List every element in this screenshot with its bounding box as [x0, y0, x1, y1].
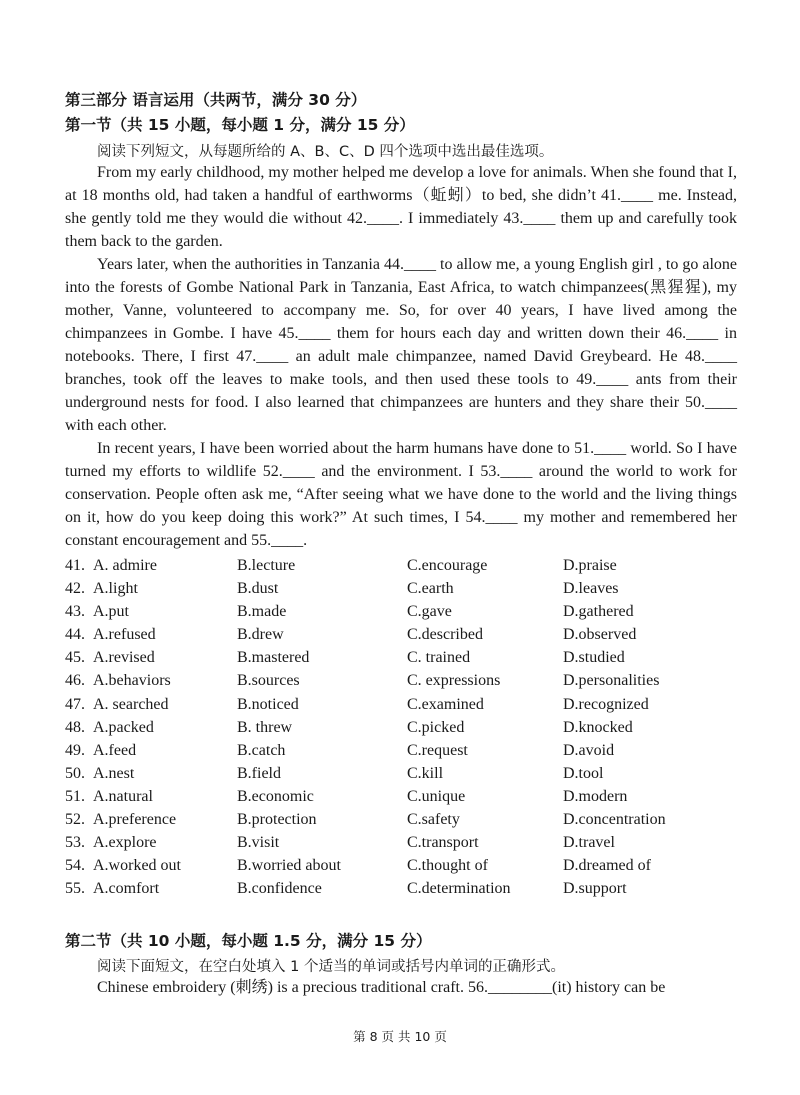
question-row: [65, 693, 755, 716]
option-d: D.observed: [563, 626, 637, 644]
option-a: A.light: [93, 580, 138, 598]
option-b: B.drew: [237, 626, 284, 644]
option-c: C.determination: [407, 880, 511, 898]
option-a: A.nest: [93, 764, 135, 782]
question-row: [65, 716, 755, 739]
question-number: 47.: [65, 695, 85, 713]
question-row: [65, 623, 755, 646]
option-a: A.worked out: [93, 857, 181, 875]
question-row: [65, 739, 755, 762]
option-c: C.unique: [407, 787, 466, 805]
option-d: D.support: [563, 880, 627, 898]
option-a: A.natural: [93, 787, 153, 805]
option-b: B.made: [237, 603, 287, 621]
option-c: C.described: [407, 626, 483, 644]
option-c: C.examined: [407, 695, 484, 713]
question-number: 44.: [65, 626, 85, 644]
passage-paragraph-3: In recent years, I have been worried about the harm humans have done to 51.____ world. So I have turned my efforts to wildlife 52.____ and the environment. I 53.____ around the world to work for conservation. People often ask me, “After seeing what we have done to the world and the living things on it, how do you keep doing this work?” At such times, I 54.____ my mother and remembered her constant encouragement and 55.____.: [65, 440, 737, 549]
part1-title: 第一节（共 15 小题，每小题 1 分，满分 15 分）: [65, 116, 415, 134]
option-c: C.earth: [407, 580, 454, 598]
passage-paragraph-1: From my early childhood, my mother helped me develop a love for animals. When she found that I, at 18 months old, had taken a handful of earthworms（蚯蚓）to bed, she didn’t 41.____ me. Instead, she gently told me they would die without 42.____. I immediately 43.____ them up and carefully took them back to the garden.: [65, 164, 737, 250]
option-d: D.travel: [563, 834, 615, 852]
option-a: A.put: [93, 603, 129, 621]
grammar-paragraph-1: Chinese embroidery (刺绣) is a precious traditional craft. 56.________(it) history can be: [97, 979, 666, 996]
grammar-passage: [65, 976, 737, 999]
option-a: A.refused: [93, 626, 156, 644]
option-b: B.mastered: [237, 649, 310, 667]
option-a: A.packed: [93, 718, 154, 736]
option-c: C.transport: [407, 834, 479, 852]
option-c: C.request: [407, 741, 468, 759]
option-d: D.dreamed of: [563, 857, 651, 875]
answer-options: [65, 554, 755, 900]
option-b: B.dust: [237, 580, 279, 598]
option-b: B.catch: [237, 741, 286, 759]
option-d: D.concentration: [563, 811, 666, 829]
option-b: B.worried about: [237, 857, 341, 875]
option-b: B.field: [237, 764, 281, 782]
option-c: C.kill: [407, 764, 444, 782]
option-c: C. expressions: [407, 672, 501, 690]
part2-instruction: 阅读下面短文，在空白处填入 1 个适当的单词或括号内单词的正确形式。: [97, 959, 565, 975]
option-b: B.protection: [237, 811, 317, 829]
passage-paragraph-2: Years later, when the authorities in Tanzania 44.____ to allow me, a young English girl , to go alone into the forests of Gombe National Park in Tanzania, East Africa, to watch chimpanzees(黑猩猩), my mother, Vanne, volunteered to accompany me. So, for over 40 years, I have lived among the chimpanzees in Gombe. I have 45.____ them for hours each day and written down their 46.____ in notebooks. There, I first 47.____ an adult male chimpanzee, named David Greybeard. He 48.____ branches, took off the leaves to make tools, and then used these tools to 49.____ ants from their underground nests for food. I also learned that chimpanzees are hunters and they share their 50.____ with each other.: [65, 256, 737, 434]
question-row: [65, 669, 755, 692]
question-row: [65, 554, 755, 577]
question-row: [65, 831, 755, 854]
option-d: D.personalities: [563, 672, 660, 690]
question-number: 48.: [65, 718, 85, 736]
option-b: B.noticed: [237, 695, 299, 713]
option-c: C.encourage: [407, 557, 488, 574]
option-b: B.confidence: [237, 880, 322, 898]
option-a: A.comfort: [93, 880, 160, 898]
option-b: B. threw: [237, 718, 293, 736]
part1-instruction: 阅读下列短文，从每题所给的 A、B、C、D 四个选项中选出最佳选项。: [97, 144, 554, 160]
part2-title: 第二节（共 10 小题，每小题 1.5 分，满分 15 分）: [65, 932, 432, 950]
option-d: D.studied: [563, 649, 625, 667]
section-title: 第三部分 语言运用（共两节，满分 30 分）: [65, 91, 367, 109]
question-number: 53.: [65, 834, 85, 852]
question-number: 50.: [65, 764, 85, 782]
option-a: A.preference: [93, 811, 177, 829]
option-c: C.picked: [407, 718, 465, 736]
cloze-passage: [65, 161, 737, 552]
question-number: 41.: [65, 557, 85, 574]
question-number: 52.: [65, 811, 85, 829]
question-number: 43.: [65, 603, 85, 621]
option-a: A.feed: [93, 741, 137, 759]
question-row: [65, 762, 755, 785]
question-row: [65, 877, 755, 900]
question-number: 55.: [65, 880, 85, 898]
option-d: D.gathered: [563, 603, 634, 621]
option-b: B.lecture: [237, 557, 296, 574]
option-b: B.economic: [237, 787, 314, 805]
option-d: D.recognized: [563, 695, 649, 713]
option-c: C.thought of: [407, 857, 488, 875]
option-d: D.tool: [563, 764, 604, 782]
question-number: 51.: [65, 787, 85, 805]
question-row: [65, 600, 755, 623]
question-number: 45.: [65, 649, 85, 667]
question-number: 54.: [65, 857, 85, 875]
option-d: D.praise: [563, 557, 617, 574]
question-row: [65, 785, 755, 808]
option-d: D.leaves: [563, 580, 619, 598]
question-row: [65, 808, 755, 831]
question-row: [65, 854, 755, 877]
question-row: [65, 577, 755, 600]
option-a: A.explore: [93, 834, 157, 852]
option-a: A. searched: [93, 695, 169, 713]
question-row: [65, 646, 755, 669]
option-c: C.gave: [407, 603, 452, 621]
option-a: A. admire: [93, 557, 157, 574]
page-footer: 第 8 页 共 10 页: [353, 1029, 447, 1044]
question-number: 46.: [65, 672, 85, 690]
question-number: 49.: [65, 741, 85, 759]
option-a: A.behaviors: [93, 672, 171, 690]
option-d: D.knocked: [563, 718, 633, 736]
option-d: D.avoid: [563, 741, 615, 759]
option-c: C.safety: [407, 811, 460, 829]
option-b: B.visit: [237, 834, 280, 852]
question-number: 42.: [65, 580, 85, 598]
option-a: A.revised: [93, 649, 155, 667]
option-c: C. trained: [407, 649, 471, 667]
option-d: D.modern: [563, 787, 628, 805]
option-b: B.sources: [237, 672, 300, 690]
